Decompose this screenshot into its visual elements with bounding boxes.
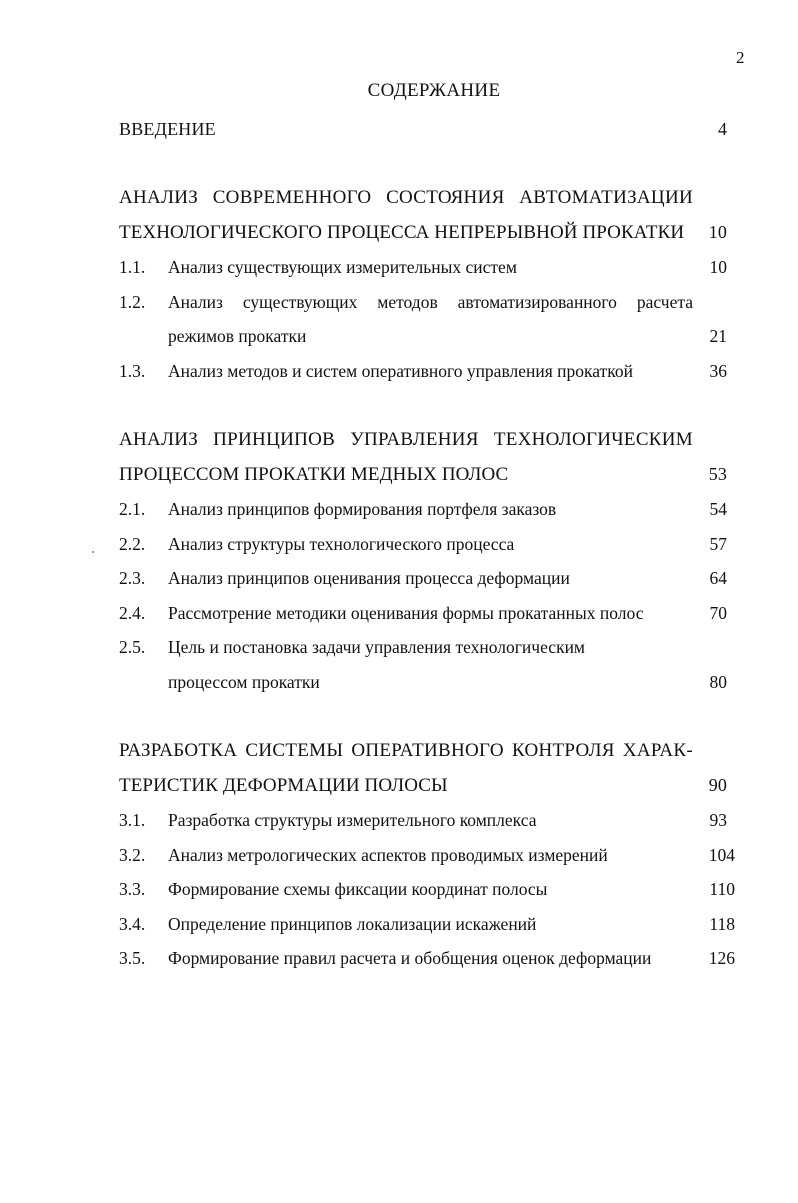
section-title-continuation: режимов прокатки <box>168 326 307 346</box>
toc-section <box>119 285 739 320</box>
toc-section <box>119 838 739 873</box>
toc-section-continuation <box>119 319 739 354</box>
section-page: 10 <box>709 257 727 277</box>
introduction-page: 4 <box>718 119 727 139</box>
page-number: 2 <box>736 48 745 67</box>
chapter-1 <box>119 181 739 388</box>
chapter-title-line2-row <box>119 768 739 803</box>
section-title: Разработка структуры измерительного комплекса <box>168 810 537 830</box>
toc-section <box>119 803 739 838</box>
chapter-title-line2: ТЕХНОЛОГИЧЕСКОГО ПРОЦЕССА НЕПРЕРЫВНОЙ ПРОКАТКИ <box>119 222 685 243</box>
section-number: 3.2. <box>119 844 146 865</box>
toc-section <box>119 941 739 976</box>
section-number: 2.4. <box>119 602 146 623</box>
chapter-title-line1: АНАЛИЗ ПРИНЦИПОВ УПРАВЛЕНИЯ ТЕХНОЛОГИЧЕСКИМ <box>119 429 693 450</box>
section-title: Формирование правил расчета и обобщения оценок деформации <box>168 948 652 968</box>
chapter-2 <box>119 423 739 699</box>
toc-section <box>119 596 739 631</box>
section-number: 2.5. <box>119 637 146 657</box>
section-number: 3.1. <box>119 810 146 830</box>
chapter-page: 90 <box>708 775 727 795</box>
section-page: 104 <box>708 844 735 865</box>
section-title: Анализ метрологических аспектов проводимых измерений <box>168 844 608 865</box>
toc-title: СОДЕРЖАНИЕ <box>367 80 501 101</box>
chapter-title-line2: ТЕРИСТИК ДЕФОРМАЦИИ ПОЛОСЫ <box>119 775 448 796</box>
toc-section <box>119 561 739 596</box>
section-title: Анализ существующих измерительных систем <box>168 257 517 277</box>
section-title: Анализ принципов оценивания процесса деформации <box>168 568 570 588</box>
section-number: 3.5. <box>119 948 146 968</box>
section-page: 110 <box>709 879 735 899</box>
section-page: 54 <box>709 499 727 519</box>
section-number: 2.1. <box>119 499 146 519</box>
chapter-title-line1: АНАЛИЗ СОВРЕМЕННОГО СОСТОЯНИЯ АВТОМАТИЗАЦИИ <box>119 187 693 208</box>
section-page: 70 <box>709 602 727 623</box>
table-of-contents <box>119 112 739 976</box>
section-title: Анализ принципов формирования портфеля заказов <box>168 499 557 519</box>
toc-section <box>119 872 739 907</box>
section-title: Формирование схемы фиксации координат полосы <box>168 879 548 899</box>
chapter-3 <box>119 734 739 976</box>
introduction-title: ВВЕДЕНИЕ <box>119 119 216 139</box>
section-title: Анализ существующих методов автоматизированного расчета <box>168 291 693 312</box>
section-number: 1.1. <box>119 257 146 277</box>
section-page: 57 <box>709 533 727 554</box>
toc-section <box>119 250 739 285</box>
section-number: 2.3. <box>119 568 146 588</box>
toc-section-continuation <box>119 665 739 700</box>
chapter-title-line1: РАЗРАБОТКА СИСТЕМЫ ОПЕРАТИВНОГО КОНТРОЛЯ ХАРАК- <box>119 740 693 761</box>
chapter-title-line2-row <box>119 457 739 492</box>
section-page: 126 <box>708 948 735 968</box>
chapter-page: 10 <box>708 222 727 242</box>
section-title: Цель и постановка задачи управления технологическим <box>168 637 586 657</box>
section-page: 93 <box>709 810 727 830</box>
section-number: 1.3. <box>119 360 146 381</box>
section-number: 3.3. <box>119 879 146 899</box>
section-page: 36 <box>709 360 727 381</box>
toc-section <box>119 492 739 527</box>
section-title: Определение принципов локализации искажений <box>168 913 537 934</box>
section-page: 21 <box>709 326 727 346</box>
toc-section <box>119 527 739 562</box>
section-title: Анализ структуры технологического процесса <box>168 533 515 554</box>
section-page: 80 <box>709 671 727 692</box>
toc-section <box>119 907 739 942</box>
section-page: 64 <box>709 568 727 588</box>
toc-entry-introduction <box>119 112 739 146</box>
chapter-title-line2: ПРОЦЕССОМ ПРОКАТКИ МЕДНЫХ ПОЛОС <box>119 464 509 485</box>
chapter-page: 53 <box>708 464 727 484</box>
section-title: Анализ методов и систем оперативного управления прокаткой <box>168 360 633 381</box>
section-page: 118 <box>709 913 735 934</box>
section-number: 3.4. <box>119 913 146 934</box>
toc-section <box>119 354 739 389</box>
toc-section <box>119 630 739 665</box>
section-number: 1.2. <box>119 291 146 312</box>
section-title-continuation: процессом прокатки <box>168 671 320 692</box>
chapter-title-line2-row <box>119 215 739 250</box>
scan-speck <box>92 551 94 553</box>
section-title: Рассмотрение методики оценивания формы прокатанных полос <box>168 602 644 623</box>
section-number: 2.2. <box>119 533 146 554</box>
